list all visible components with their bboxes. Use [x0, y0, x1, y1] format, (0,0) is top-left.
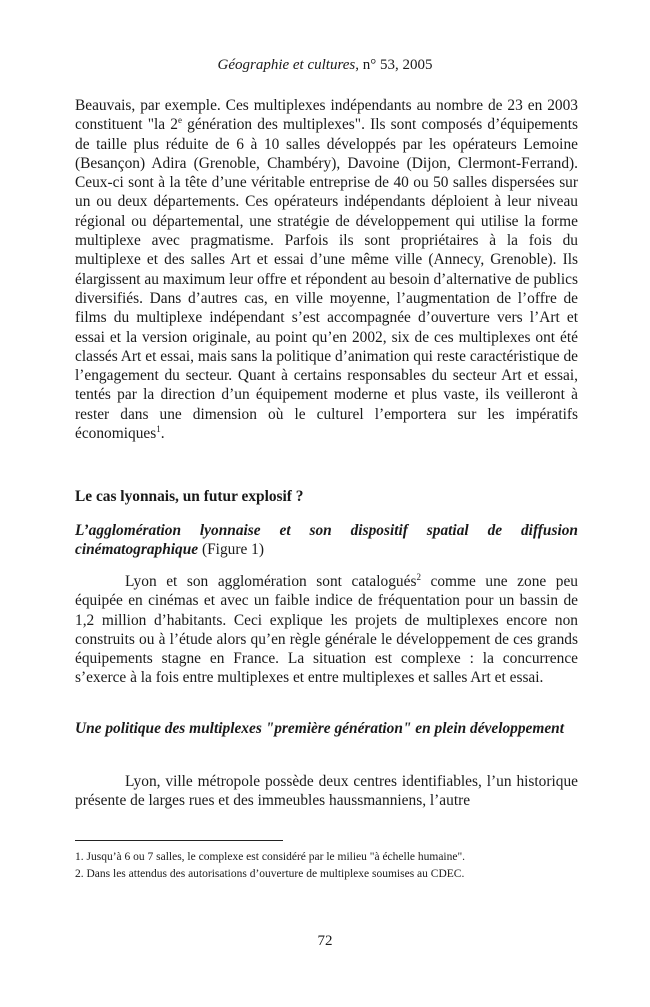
paragraph-1-part2: génération des multiplexes". Ils sont composés d’équipements de taille plus réduite de 6 à 10 salles développés par les opérateurs Lemoine (Besançon) Adira (Grenoble, Chambéry), Davoine (Dijon, Clermont-Ferrand). Ceux-ci sont à la tête d’une véritable entreprise de 40 ou 50 salles dispersées sur un ou deux départements. Ces opérateurs indépendants déploient à leur niveau régional ou départemental, une stratégie de développement qui utilise la forme multiplexe avec pragmatisme. Parfois ils sont propriétaires à la fois du multiplexe et des salles Art et essai d’une même ville (Annecy, Grenoble). Ils élargissent au maximum leur offre et répondent au besoin d’alternative de publics diversifiés. Dans d’autres cas, en ville moyenne, l’augmentation de l’offre de films du multiplexe indépendant s’est accompagnée d’ouverture vers l’Art et essai et la version originale, au point qu’en 2002, six de ces multiplexes ont été classés Art et essai, mais sans la politique d’animation qui reste caractéristique de l’engagement du secteur. Quant à certains responsables du secteur Art et essai, tentés par la direction d’un équipement moderne et plus vaste, ils veilleront à rester dans une dimension où le culturel l’emportera sur les impératifs économiques	[75, 116, 578, 443]
footnote-2: 2. Dans les attendus des autorisations d’ouverture de multiplexe soumises au CDEC.	[75, 868, 465, 880]
figure-reference: (Figure 1)	[198, 541, 264, 559]
paragraph-2-part1: Lyon et son agglomération sont catalogués	[125, 573, 417, 590]
page-number: 72	[317, 933, 333, 949]
footnote-ref-2: 2	[416, 571, 421, 582]
footnotes	[75, 849, 578, 883]
paragraph-1	[75, 96, 578, 443]
paragraph-2	[75, 572, 578, 688]
issue-info: , n° 53, 2005	[355, 57, 433, 73]
paragraph-3-text: Lyon, ville métropole possède deux centres identifiables, l’un historique présente de larges rues et des immeubles haussmanniens, l’autre	[75, 773, 578, 810]
footnote-divider	[75, 840, 283, 841]
subheading-2	[75, 719, 578, 738]
running-head	[0, 56, 650, 74]
subheading-1-title: L’agglomération lyonnaise et son dispositif spatial de diffusion cinématographique	[75, 522, 578, 559]
superscript-e: e	[177, 115, 182, 126]
section-heading: Le cas lyonnais, un futur explosif ?	[75, 488, 304, 505]
paragraph-1-end: .	[160, 425, 165, 443]
footnote-ref-1: 1	[156, 423, 161, 434]
subheading-1	[75, 521, 578, 560]
subheading-2-title: Une politique des multiplexes "première génération" en plein développement	[75, 720, 565, 737]
paragraph-2-part2: comme une zone peu équipée en cinémas et avec un faible indice de fréquentation pour un bassin de 1,2 million d’habitants. Ceci explique les projets de multiplexes encore non construits ou à l’étude alors qu’en règle générale le développement de ces grands équipements stagne en France. La situation est complexe : la concurrence s’exerce à la fois entre multiplexes et entre multiplexes et salles Art et essai.	[75, 573, 579, 687]
journal-title: Géographie et cultures	[217, 57, 356, 73]
paragraph-1-part1: Beauvais, par exemple. Ces multiplexes indépendants au nombre de 23 en 2003 constituent "la 2	[75, 97, 578, 134]
footnote-1: 1. Jusqu’à 6 ou 7 salles, le complexe est considéré par le milieu "à échelle humaine".	[75, 851, 466, 863]
paragraph-3	[75, 772, 578, 811]
